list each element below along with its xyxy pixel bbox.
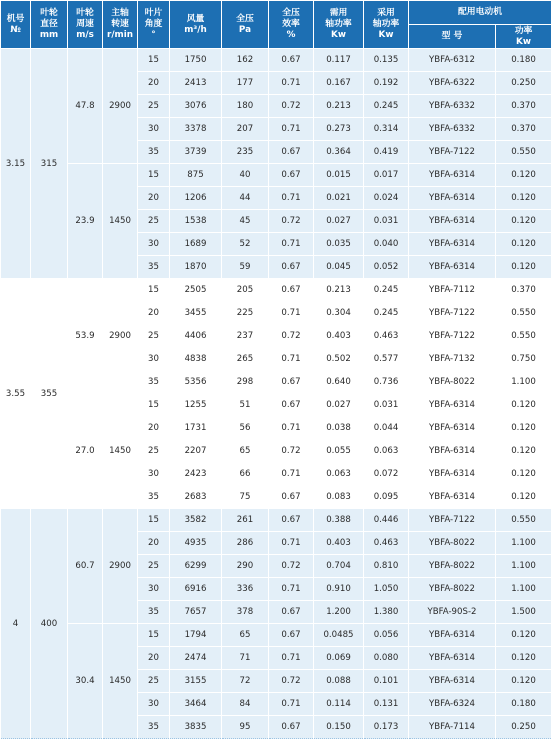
cell-used-power: 0.173: [364, 716, 409, 739]
cell-total-pressure: 180: [222, 95, 269, 118]
cell-required-power: 0.704: [314, 555, 364, 578]
header-required-power: 需用 轴功率 Kw: [314, 1, 364, 49]
cell-airflow: 3455: [170, 302, 222, 325]
cell-required-power: 0.027: [314, 210, 364, 233]
cell-airflow: 2423: [170, 463, 222, 486]
cell-efficiency: 0.67: [269, 279, 314, 302]
cell-blade-angle: 20: [138, 187, 170, 210]
cell-motor-power: 0.120: [496, 233, 552, 256]
cell-airflow: 3076: [170, 95, 222, 118]
cell-model: 3.15: [1, 49, 31, 279]
cell-motor-type: YBFA-6322: [409, 72, 496, 95]
cell-total-pressure: 52: [222, 233, 269, 256]
cell-used-power: 0.044: [364, 417, 409, 440]
cell-used-power: 0.577: [364, 348, 409, 371]
cell-efficiency: 0.71: [269, 693, 314, 716]
cell-used-power: 0.314: [364, 118, 409, 141]
cell-blade-angle: 15: [138, 164, 170, 187]
cell-motor-power: 1.100: [496, 578, 552, 601]
cell-efficiency: 0.71: [269, 118, 314, 141]
cell-blade-angle: 35: [138, 716, 170, 739]
cell-used-power: 0.052: [364, 256, 409, 279]
cell-used-power: 1.050: [364, 578, 409, 601]
cell-rpm: 2900: [103, 279, 138, 394]
cell-required-power: 0.403: [314, 325, 364, 348]
cell-rpm: 2900: [103, 49, 138, 164]
cell-motor-type: YBFA-7132: [409, 348, 496, 371]
cell-efficiency: 0.72: [269, 95, 314, 118]
cell-efficiency: 0.67: [269, 394, 314, 417]
cell-airflow: 1689: [170, 233, 222, 256]
header-flow: 风量 m³/h: [170, 1, 222, 49]
cell-blade-angle: 20: [138, 647, 170, 670]
cell-total-pressure: 205: [222, 279, 269, 302]
cell-used-power: 0.736: [364, 371, 409, 394]
cell-total-pressure: 51: [222, 394, 269, 417]
cell-airflow: 5356: [170, 371, 222, 394]
table-row: [1, 279, 552, 302]
cell-motor-type: YBFA-7122: [409, 141, 496, 164]
cell-total-pressure: 71: [222, 647, 269, 670]
cell-rpm: 1450: [103, 394, 138, 509]
cell-used-power: 0.463: [364, 532, 409, 555]
cell-total-pressure: 336: [222, 578, 269, 601]
cell-total-pressure: 162: [222, 49, 269, 72]
cell-used-power: 0.080: [364, 647, 409, 670]
cell-efficiency: 0.67: [269, 164, 314, 187]
cell-required-power: 0.150: [314, 716, 364, 739]
cell-required-power: 0.364: [314, 141, 364, 164]
cell-airflow: 1731: [170, 417, 222, 440]
header-used-power: 采用 轴功率 Kw: [364, 1, 409, 49]
cell-efficiency: 0.71: [269, 348, 314, 371]
cell-blade-angle: 25: [138, 555, 170, 578]
cell-efficiency: 0.67: [269, 49, 314, 72]
cell-motor-power: 0.180: [496, 693, 552, 716]
cell-used-power: 0.446: [364, 509, 409, 532]
header-angle: 叶片 角度 °: [138, 1, 170, 49]
cell-used-power: 0.192: [364, 72, 409, 95]
cell-efficiency: 0.71: [269, 302, 314, 325]
cell-motor-type: YBFA-7112: [409, 279, 496, 302]
header-model: 机号 №: [1, 1, 31, 49]
cell-total-pressure: 235: [222, 141, 269, 164]
cell-motor-power: 1.500: [496, 601, 552, 624]
cell-motor-power: 0.370: [496, 95, 552, 118]
cell-airflow: 1750: [170, 49, 222, 72]
cell-airflow: 1206: [170, 187, 222, 210]
cell-airflow: 1794: [170, 624, 222, 647]
cell-airflow: 2474: [170, 647, 222, 670]
cell-model: 4: [1, 509, 31, 739]
cell-motor-power: 0.120: [496, 210, 552, 233]
cell-airflow: 1255: [170, 394, 222, 417]
cell-used-power: 0.040: [364, 233, 409, 256]
cell-blade-angle: 15: [138, 49, 170, 72]
cell-motor-power: 0.120: [496, 187, 552, 210]
cell-total-pressure: 66: [222, 463, 269, 486]
cell-total-pressure: 298: [222, 371, 269, 394]
cell-motor-type: YBFA-6314: [409, 187, 496, 210]
cell-used-power: 0.245: [364, 302, 409, 325]
cell-speed: 27.0: [68, 394, 103, 509]
cell-blade-angle: 15: [138, 624, 170, 647]
cell-total-pressure: 237: [222, 325, 269, 348]
cell-motor-type: YBFA-8022: [409, 578, 496, 601]
cell-total-pressure: 44: [222, 187, 269, 210]
cell-motor-power: 0.120: [496, 256, 552, 279]
header-efficiency: 全压 效率 %: [269, 1, 314, 49]
cell-efficiency: 0.72: [269, 210, 314, 233]
cell-motor-power: 1.100: [496, 532, 552, 555]
cell-motor-power: 1.100: [496, 371, 552, 394]
cell-motor-power: 1.100: [496, 555, 552, 578]
cell-used-power: 0.419: [364, 141, 409, 164]
cell-airflow: 3378: [170, 118, 222, 141]
cell-airflow: 6299: [170, 555, 222, 578]
cell-required-power: 0.069: [314, 647, 364, 670]
cell-airflow: 4935: [170, 532, 222, 555]
cell-total-pressure: 95: [222, 716, 269, 739]
cell-airflow: 2207: [170, 440, 222, 463]
cell-motor-power: 0.550: [496, 302, 552, 325]
cell-required-power: 0.035: [314, 233, 364, 256]
cell-speed: 47.8: [68, 49, 103, 164]
cell-motor-power: 0.180: [496, 49, 552, 72]
header-speed: 叶轮 周速 m/s: [68, 1, 103, 49]
cell-motor-type: YBFA-6314: [409, 233, 496, 256]
cell-rpm: 2900: [103, 509, 138, 624]
cell-blade-angle: 15: [138, 279, 170, 302]
cell-motor-power: 0.550: [496, 141, 552, 164]
cell-required-power: 0.910: [314, 578, 364, 601]
cell-required-power: 1.200: [314, 601, 364, 624]
cell-motor-type: YBFA-6312: [409, 49, 496, 72]
cell-airflow: 6916: [170, 578, 222, 601]
cell-required-power: 0.027: [314, 394, 364, 417]
cell-used-power: 0.131: [364, 693, 409, 716]
cell-blade-angle: 35: [138, 371, 170, 394]
cell-efficiency: 0.67: [269, 486, 314, 509]
cell-used-power: 0.072: [364, 463, 409, 486]
cell-total-pressure: 286: [222, 532, 269, 555]
cell-required-power: 0.388: [314, 509, 364, 532]
cell-efficiency: 0.72: [269, 555, 314, 578]
cell-blade-angle: 30: [138, 693, 170, 716]
cell-total-pressure: 40: [222, 164, 269, 187]
cell-blade-angle: 35: [138, 601, 170, 624]
cell-airflow: 1538: [170, 210, 222, 233]
cell-required-power: 0.304: [314, 302, 364, 325]
cell-blade-angle: 15: [138, 509, 170, 532]
cell-motor-type: YBFA-7114: [409, 716, 496, 739]
cell-total-pressure: 75: [222, 486, 269, 509]
table-row: [1, 164, 552, 187]
cell-airflow: 7657: [170, 601, 222, 624]
cell-motor-type: YBFA-8022: [409, 371, 496, 394]
cell-required-power: 0.167: [314, 72, 364, 95]
cell-total-pressure: 261: [222, 509, 269, 532]
cell-required-power: 0.088: [314, 670, 364, 693]
cell-airflow: 2683: [170, 486, 222, 509]
header-motor-power: 功率 Kw: [496, 25, 552, 49]
cell-speed: 23.9: [68, 164, 103, 279]
cell-motor-type: YBFA-6332: [409, 118, 496, 141]
cell-rpm: 1450: [103, 164, 138, 279]
cell-required-power: 0.213: [314, 279, 364, 302]
cell-used-power: 0.245: [364, 95, 409, 118]
cell-motor-type: YBFA-6332: [409, 95, 496, 118]
cell-airflow: 3582: [170, 509, 222, 532]
cell-blade-angle: 30: [138, 118, 170, 141]
cell-used-power: 0.056: [364, 624, 409, 647]
table-header: [1, 1, 552, 49]
cell-blade-angle: 30: [138, 233, 170, 256]
cell-motor-type: YBFA-7122: [409, 302, 496, 325]
cell-speed: 30.4: [68, 624, 103, 739]
table-body: [1, 49, 552, 739]
cell-motor-power: 0.370: [496, 118, 552, 141]
cell-blade-angle: 20: [138, 72, 170, 95]
cell-total-pressure: 290: [222, 555, 269, 578]
cell-motor-power: 0.120: [496, 647, 552, 670]
cell-motor-power: 0.120: [496, 670, 552, 693]
cell-blade-angle: 25: [138, 95, 170, 118]
cell-required-power: 0.045: [314, 256, 364, 279]
cell-efficiency: 0.67: [269, 624, 314, 647]
cell-motor-type: YBFA-6314: [409, 647, 496, 670]
cell-motor-power: 0.550: [496, 509, 552, 532]
cell-motor-type: YBFA-6324: [409, 693, 496, 716]
cell-required-power: 0.213: [314, 95, 364, 118]
cell-airflow: 3155: [170, 670, 222, 693]
cell-motor-power: 0.370: [496, 279, 552, 302]
cell-motor-type: YBFA-6314: [409, 256, 496, 279]
cell-required-power: 0.117: [314, 49, 364, 72]
cell-airflow: 3464: [170, 693, 222, 716]
cell-required-power: 0.114: [314, 693, 364, 716]
header-pressure: 全压 Pa: [222, 1, 269, 49]
cell-blade-angle: 25: [138, 670, 170, 693]
cell-airflow: 3739: [170, 141, 222, 164]
cell-used-power: 0.024: [364, 187, 409, 210]
cell-motor-power: 0.120: [496, 440, 552, 463]
cell-blade-angle: 20: [138, 302, 170, 325]
cell-efficiency: 0.72: [269, 325, 314, 348]
cell-airflow: 4406: [170, 325, 222, 348]
cell-required-power: 0.063: [314, 463, 364, 486]
cell-efficiency: 0.71: [269, 463, 314, 486]
cell-efficiency: 0.67: [269, 716, 314, 739]
cell-total-pressure: 59: [222, 256, 269, 279]
cell-required-power: 0.038: [314, 417, 364, 440]
cell-efficiency: 0.72: [269, 670, 314, 693]
cell-motor-type: YBFA-6314: [409, 417, 496, 440]
cell-diameter: 355: [31, 279, 68, 509]
cell-motor-power: 0.120: [496, 486, 552, 509]
cell-used-power: 1.380: [364, 601, 409, 624]
cell-required-power: 0.015: [314, 164, 364, 187]
cell-blade-angle: 20: [138, 417, 170, 440]
header-rpm: 主轴 转速 r/min: [103, 1, 138, 49]
cell-blade-angle: 30: [138, 578, 170, 601]
cell-airflow: 875: [170, 164, 222, 187]
table-row: [1, 624, 552, 647]
cell-blade-angle: 25: [138, 210, 170, 233]
cell-motor-type: YBFA-6314: [409, 440, 496, 463]
cell-motor-type: YBFA-8022: [409, 532, 496, 555]
cell-efficiency: 0.71: [269, 417, 314, 440]
cell-rpm: 1450: [103, 624, 138, 739]
cell-used-power: 0.463: [364, 325, 409, 348]
cell-required-power: 0.273: [314, 118, 364, 141]
cell-motor-power: 0.750: [496, 348, 552, 371]
cell-total-pressure: 265: [222, 348, 269, 371]
cell-used-power: 0.101: [364, 670, 409, 693]
cell-total-pressure: 378: [222, 601, 269, 624]
cell-used-power: 0.031: [364, 210, 409, 233]
cell-required-power: 0.403: [314, 532, 364, 555]
cell-diameter: 315: [31, 49, 68, 279]
cell-efficiency: 0.71: [269, 532, 314, 555]
header-motor-type: 型 号: [409, 25, 496, 49]
cell-blade-angle: 30: [138, 348, 170, 371]
cell-used-power: 0.135: [364, 49, 409, 72]
table-row: [1, 509, 552, 532]
cell-total-pressure: 45: [222, 210, 269, 233]
cell-total-pressure: 207: [222, 118, 269, 141]
cell-motor-power: 0.250: [496, 72, 552, 95]
cell-motor-power: 0.120: [496, 164, 552, 187]
cell-required-power: 0.502: [314, 348, 364, 371]
cell-airflow: 4838: [170, 348, 222, 371]
cell-motor-power: 0.120: [496, 624, 552, 647]
cell-total-pressure: 177: [222, 72, 269, 95]
cell-motor-type: YBFA-7122: [409, 509, 496, 532]
cell-motor-type: YBFA-90S-2: [409, 601, 496, 624]
cell-efficiency: 0.71: [269, 647, 314, 670]
cell-motor-type: YBFA-7122: [409, 325, 496, 348]
cell-used-power: 0.031: [364, 394, 409, 417]
cell-motor-type: YBFA-6314: [409, 394, 496, 417]
cell-efficiency: 0.67: [269, 371, 314, 394]
cell-efficiency: 0.71: [269, 187, 314, 210]
cell-motor-type: YBFA-6314: [409, 624, 496, 647]
cell-motor-type: YBFA-6314: [409, 486, 496, 509]
cell-blade-angle: 15: [138, 394, 170, 417]
cell-efficiency: 0.67: [269, 256, 314, 279]
cell-total-pressure: 65: [222, 440, 269, 463]
table-row: [1, 394, 552, 417]
cell-blade-angle: 35: [138, 486, 170, 509]
cell-total-pressure: 84: [222, 693, 269, 716]
cell-efficiency: 0.71: [269, 72, 314, 95]
cell-motor-power: 0.120: [496, 394, 552, 417]
cell-model: 3.55: [1, 279, 31, 509]
cell-speed: 53.9: [68, 279, 103, 394]
cell-total-pressure: 65: [222, 624, 269, 647]
cell-airflow: 2413: [170, 72, 222, 95]
cell-efficiency: 0.67: [269, 141, 314, 164]
cell-speed: 60.7: [68, 509, 103, 624]
cell-airflow: 1870: [170, 256, 222, 279]
cell-blade-angle: 20: [138, 532, 170, 555]
cell-motor-type: YBFA-6314: [409, 670, 496, 693]
cell-efficiency: 0.71: [269, 578, 314, 601]
cell-motor-type: YBFA-6314: [409, 210, 496, 233]
table-row: [1, 49, 552, 72]
cell-used-power: 0.063: [364, 440, 409, 463]
cell-motor-type: YBFA-6314: [409, 463, 496, 486]
header-motor: 配用电动机: [409, 1, 552, 25]
cell-used-power: 0.017: [364, 164, 409, 187]
header-diameter: 叶轮 直径 mm: [31, 1, 68, 49]
cell-total-pressure: 56: [222, 417, 269, 440]
cell-motor-type: YBFA-6314: [409, 164, 496, 187]
cell-used-power: 0.810: [364, 555, 409, 578]
cell-motor-power: 0.550: [496, 325, 552, 348]
cell-required-power: 0.021: [314, 187, 364, 210]
cell-total-pressure: 72: [222, 670, 269, 693]
cell-efficiency: 0.67: [269, 509, 314, 532]
cell-required-power: 0.0485: [314, 624, 364, 647]
cell-blade-angle: 30: [138, 463, 170, 486]
cell-efficiency: 0.71: [269, 233, 314, 256]
cell-used-power: 0.245: [364, 279, 409, 302]
cell-required-power: 0.640: [314, 371, 364, 394]
cell-efficiency: 0.67: [269, 601, 314, 624]
cell-required-power: 0.083: [314, 486, 364, 509]
cell-blade-angle: 25: [138, 440, 170, 463]
cell-blade-angle: 25: [138, 325, 170, 348]
cell-motor-power: 0.120: [496, 417, 552, 440]
cell-motor-power: 0.120: [496, 463, 552, 486]
cell-motor-power: 0.250: [496, 716, 552, 739]
cell-diameter: 400: [31, 509, 68, 739]
cell-required-power: 0.055: [314, 440, 364, 463]
cell-blade-angle: 35: [138, 256, 170, 279]
cell-airflow: 2505: [170, 279, 222, 302]
cell-efficiency: 0.72: [269, 440, 314, 463]
cell-motor-type: YBFA-8022: [409, 555, 496, 578]
cell-total-pressure: 225: [222, 302, 269, 325]
cell-blade-angle: 35: [138, 141, 170, 164]
cell-used-power: 0.095: [364, 486, 409, 509]
cell-airflow: 3835: [170, 716, 222, 739]
